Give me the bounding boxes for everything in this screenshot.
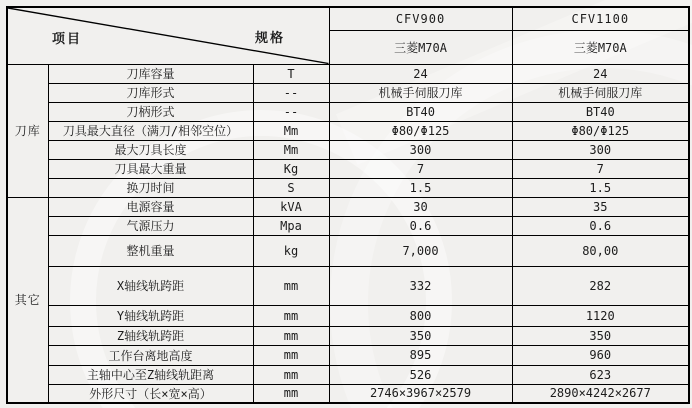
row-label: X轴线轨跨距: [48, 266, 253, 305]
table-row: [7, 384, 689, 403]
value-cfv900: 7: [329, 159, 512, 178]
row-label: 主轴中心至Z轴线轨距离: [48, 365, 253, 384]
row-unit: kVA: [253, 197, 329, 216]
table-row: [7, 159, 689, 178]
table-row: [7, 365, 689, 384]
row-unit: mm: [253, 365, 329, 384]
row-unit: --: [253, 83, 329, 102]
value-cfv900: 24: [329, 64, 512, 83]
spec-table: [6, 6, 690, 404]
table-row: [7, 178, 689, 197]
header-item-label: 项目: [52, 32, 83, 47]
value-cfv1100: 960: [512, 345, 689, 365]
col-header-cfv900: CFV900: [329, 7, 512, 30]
row-unit: kg: [253, 235, 329, 266]
row-label: 电源容量: [48, 197, 253, 216]
row-label: 刀柄形式: [48, 102, 253, 121]
row-unit: S: [253, 178, 329, 197]
value-cfv1100: 80,00: [512, 235, 689, 266]
value-cfv1100: 300: [512, 140, 689, 159]
row-unit: Mm: [253, 121, 329, 140]
value-cfv1100: 623: [512, 365, 689, 384]
row-unit: mm: [253, 305, 329, 326]
row-label: 最大刀具长度: [48, 140, 253, 159]
controller-cfv900: 三菱M70A: [329, 30, 512, 64]
table-row: [7, 235, 689, 266]
value-cfv900: 895: [329, 345, 512, 365]
value-cfv1100: 机械手伺服刀库: [512, 83, 689, 102]
col-header-cfv1100: CFV1100: [512, 7, 689, 30]
row-label: Y轴线轨跨距: [48, 305, 253, 326]
value-cfv900: 300: [329, 140, 512, 159]
value-cfv1100: Φ80/Φ125: [512, 121, 689, 140]
row-unit: mm: [253, 384, 329, 403]
controller-cfv1100: 三菱M70A: [512, 30, 689, 64]
row-label: Z轴线轨跨距: [48, 326, 253, 345]
table-row: [7, 216, 689, 235]
value-cfv1100: 0.6: [512, 216, 689, 235]
table-row: [7, 305, 689, 326]
value-cfv1100: BT40: [512, 102, 689, 121]
value-cfv900: 332: [329, 266, 512, 305]
value-cfv900: 0.6: [329, 216, 512, 235]
row-unit: Mm: [253, 140, 329, 159]
value-cfv1100: 1.5: [512, 178, 689, 197]
value-cfv900: 526: [329, 365, 512, 384]
value-cfv1100: 24: [512, 64, 689, 83]
table-row: [7, 326, 689, 345]
value-cfv900: 7,000: [329, 235, 512, 266]
row-unit: Mpa: [253, 216, 329, 235]
table-row: [7, 345, 689, 365]
row-unit: mm: [253, 326, 329, 345]
row-label: 刀库容量: [48, 64, 253, 83]
table-row: [7, 197, 689, 216]
value-cfv900: 350: [329, 326, 512, 345]
table-row: [7, 266, 689, 305]
value-cfv900: 30: [329, 197, 512, 216]
value-cfv1100: 2890×4242×2677: [512, 384, 689, 403]
table-row: [7, 140, 689, 159]
row-label: 刀库形式: [48, 83, 253, 102]
table-row: [7, 121, 689, 140]
value-cfv1100: 282: [512, 266, 689, 305]
value-cfv900: 800: [329, 305, 512, 326]
row-label: 工作台离地高度: [48, 345, 253, 365]
value-cfv900: Φ80/Φ125: [329, 121, 512, 140]
value-cfv900: 2746×3967×2579: [329, 384, 512, 403]
header-spec-label: 规格: [255, 31, 286, 46]
group-label-tool-magazine: 刀库: [7, 64, 48, 197]
value-cfv1100: 7: [512, 159, 689, 178]
row-unit: Kg: [253, 159, 329, 178]
row-unit: mm: [253, 345, 329, 365]
table-row: [7, 83, 689, 102]
row-label: 气源压力: [48, 216, 253, 235]
value-cfv1100: 1120: [512, 305, 689, 326]
table-row: [7, 102, 689, 121]
row-label: 刀具最大重量: [48, 159, 253, 178]
row-label: 刀具最大直径（满刀/相邻空位）: [48, 121, 253, 140]
row-label: 外形尺寸（长×宽×高）: [48, 384, 253, 403]
row-unit: --: [253, 102, 329, 121]
header-diagonal-cell: [7, 7, 329, 64]
value-cfv1100: 350: [512, 326, 689, 345]
value-cfv900: BT40: [329, 102, 512, 121]
row-unit: mm: [253, 266, 329, 305]
value-cfv900: 1.5: [329, 178, 512, 197]
row-unit: T: [253, 64, 329, 83]
row-label: 换刀时间: [48, 178, 253, 197]
value-cfv1100: 35: [512, 197, 689, 216]
value-cfv900: 机械手伺服刀库: [329, 83, 512, 102]
row-label: 整机重量: [48, 235, 253, 266]
table-row: [7, 64, 689, 83]
group-label-other: 其它: [7, 197, 48, 403]
